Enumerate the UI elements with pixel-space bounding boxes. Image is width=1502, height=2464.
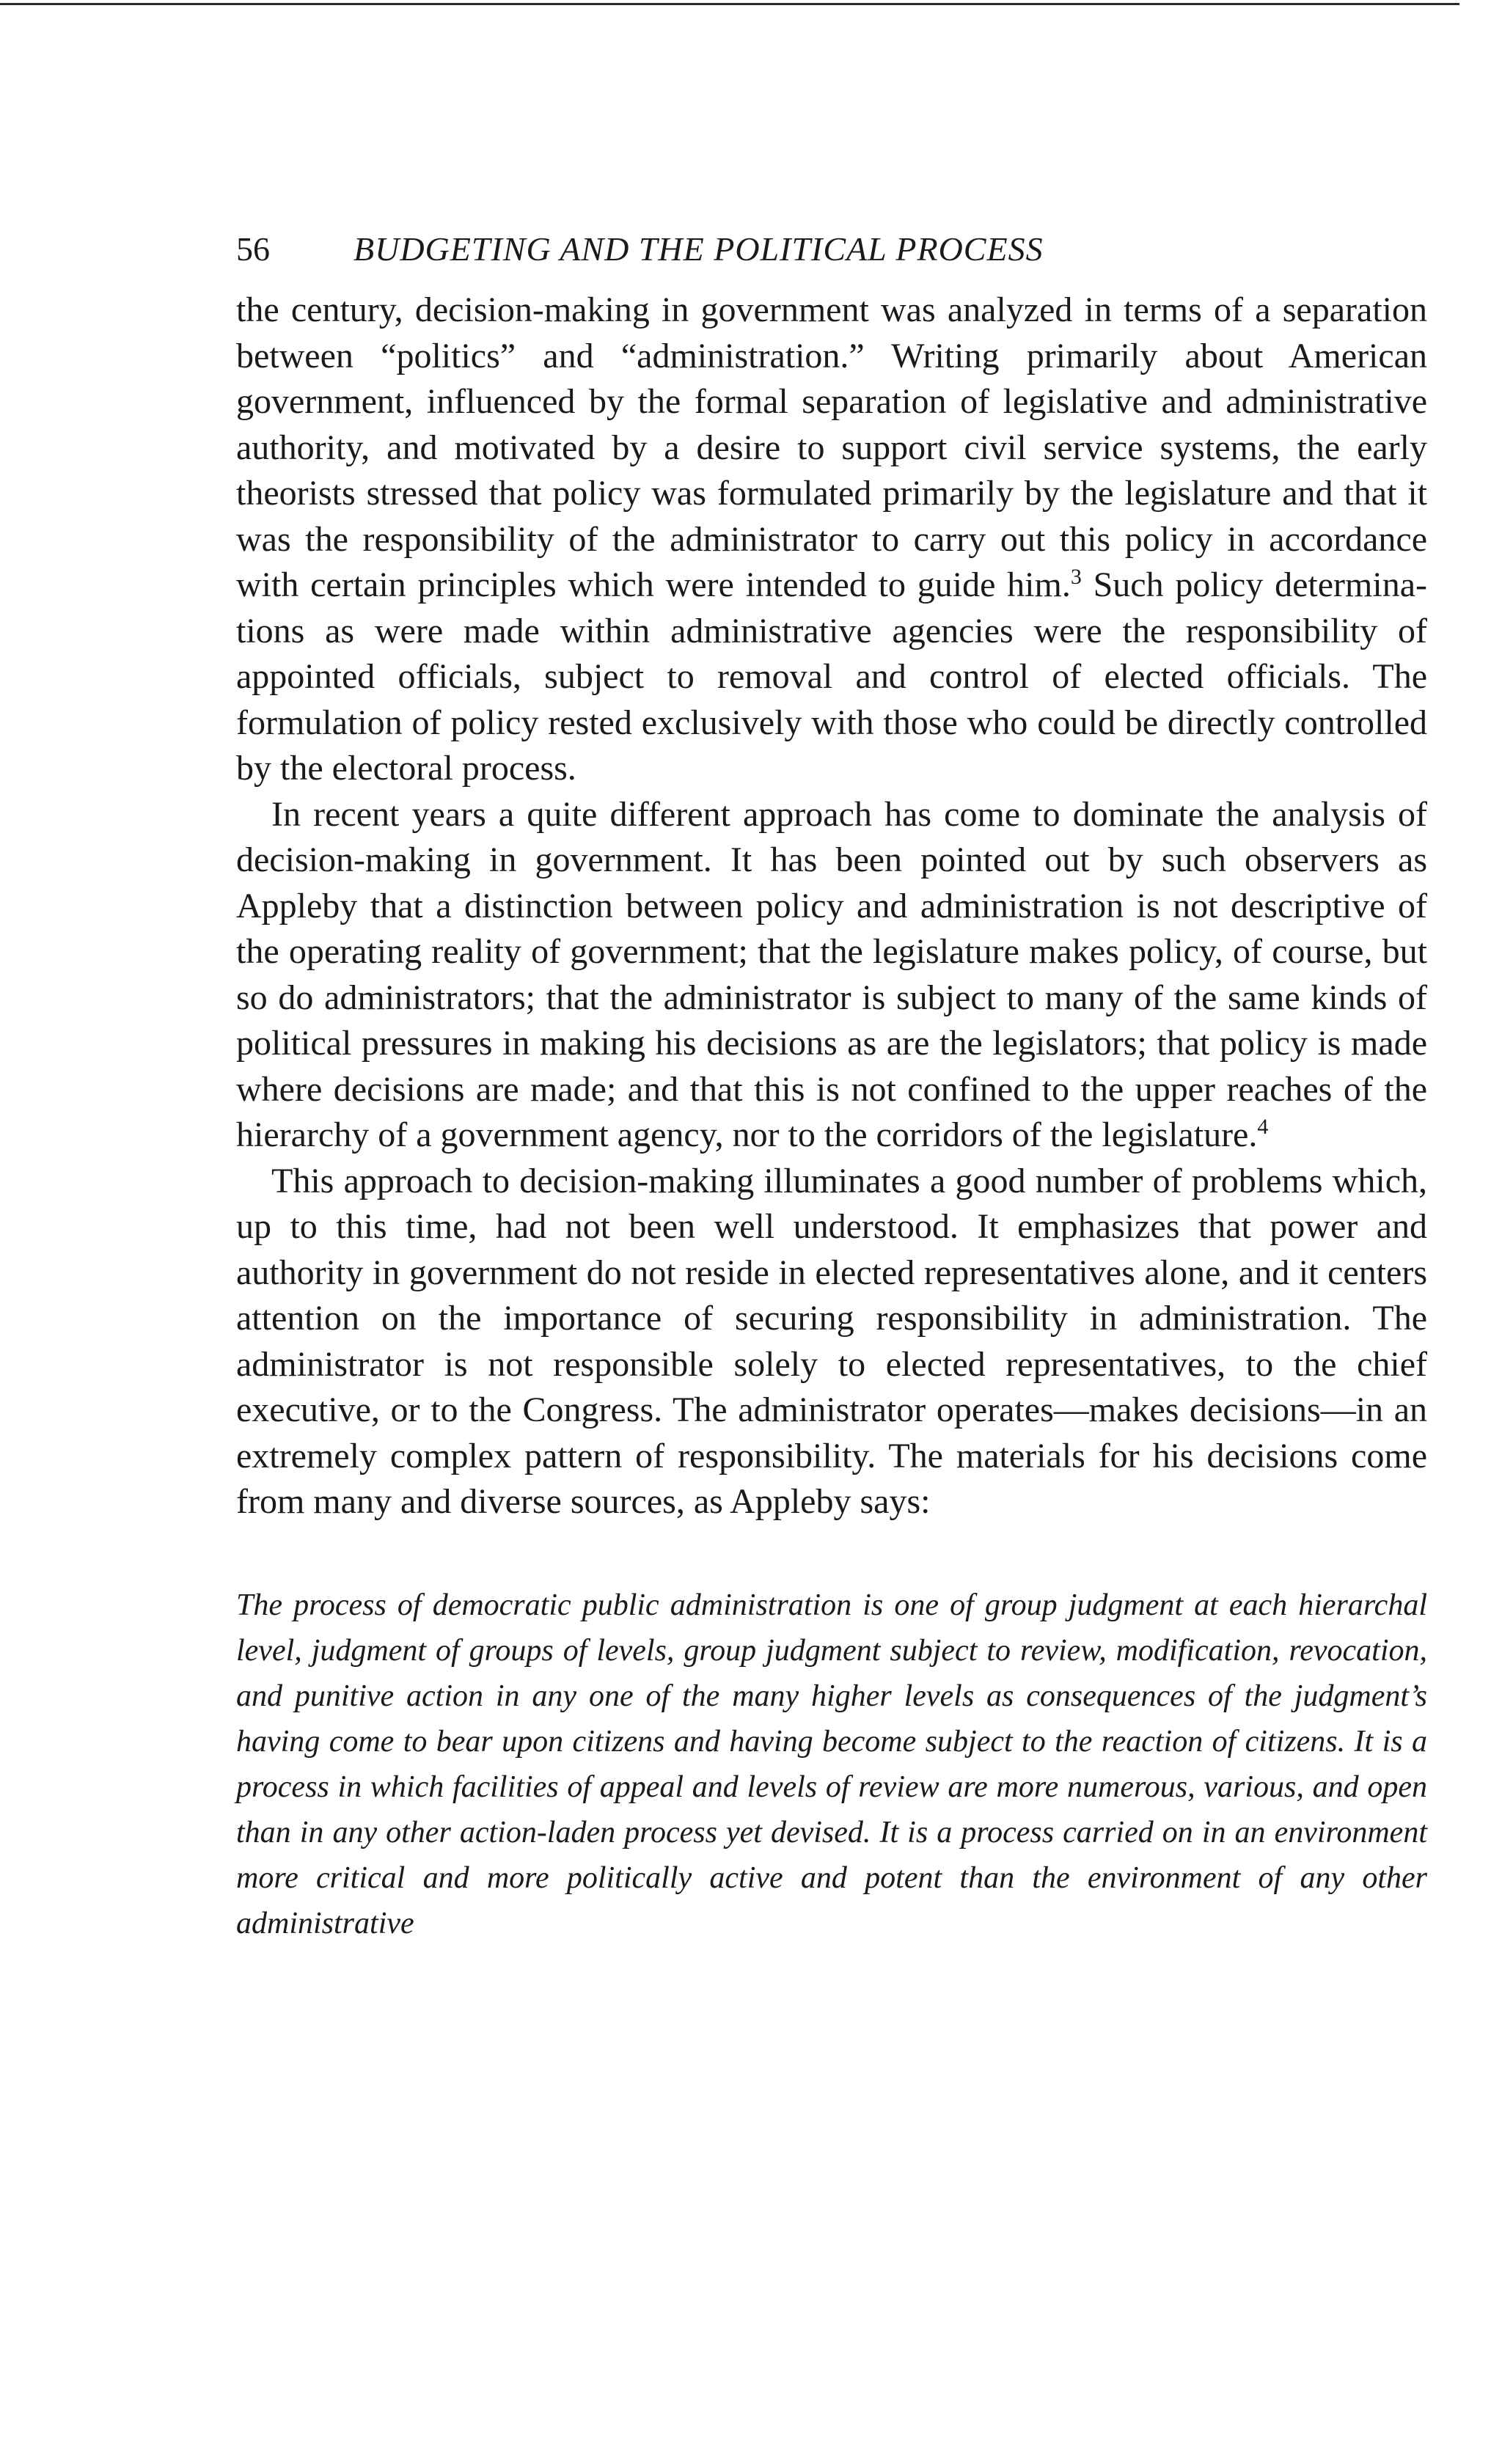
running-head xyxy=(236,220,1427,279)
top-rule xyxy=(0,3,1459,5)
footnote-ref: 3 xyxy=(1070,565,1082,589)
footnote-ref: 4 xyxy=(1257,1115,1269,1139)
page-content xyxy=(236,220,1427,1946)
paragraph-2 xyxy=(236,792,1427,1159)
page-number: 56 xyxy=(236,230,270,268)
paragraph-text-continued: Such policy determinations as were made within administrative agencies were the responsibility of appointed officials, subject to removal and control of elected officials. The formulation of policy rested exclusively with those who could be directly controlled by the electoral process. xyxy=(236,565,1427,788)
block-quote: The process of democratic public administration is one of group judgment at each hierarchal level, judgment of groups of levels, group judgment subject to review, modification, revocation, and punitive action in any one of the many higher levels as consequences of the judgment’s having come to bear upon citizens and having become subject to the reaction of citizens. It is a process in which facilities of appeal and levels of review are more numerous, various, and open than in any other action-laden process yet devised. It is a process carried on in an environment more critical and more politically active and potent than the environment of any other administrative xyxy=(236,1588,1427,1940)
body-text xyxy=(236,287,1427,1525)
paragraph-text: the century, decision-making in government was analyzed in terms of a separation between “politics” and “administration.” Writing primarily about American government, influenced by the formal separation of legislative and administrative authority, and motivated by a desire to support civil service systems, the early theorists stressed that policy was formulated primarily by the legislature and that it was the responsibility of the administrator to carry out this policy in accordance with certain principles which were intended to guide him. xyxy=(236,290,1427,604)
paragraph-text: In recent years a quite different approach has come to dominate the analysis of decision-making in government. It has been pointed out by such observers as Appleby that a distinction between policy and administration is not descriptive of the operating reality of government; that the legislature makes policy, of course, but so do administrators; that the administrator is subject to many of the same kinds of political pressures in making his decisions as are the legislators; that policy is made where decisions are made; and that this is not confined to the upper reaches of the hierarchy of a government agency, nor to the corridors of the legislature. xyxy=(236,794,1427,1154)
paragraph-text: This approach to decision-making illuminates a good number of problems which, up to this time, had not been well understood. It emphasizes that power and authority in government do not reside in elected representatives alone, and it centers attention on the importance of securing responsibility in administration. The administrator is not responsible solely to elected representatives, to the chief executive, or to the Congress. The administrator operates—makes decisions—in an extremely complex pattern of responsibility. The materials for his decisions come from many and diverse sources, as Appleby says: xyxy=(236,1161,1427,1521)
paragraph-3 xyxy=(236,1159,1427,1525)
running-head-title: BUDGETING AND THE POLITICAL PROCESS xyxy=(353,230,1044,268)
paragraph-1 xyxy=(236,287,1427,792)
